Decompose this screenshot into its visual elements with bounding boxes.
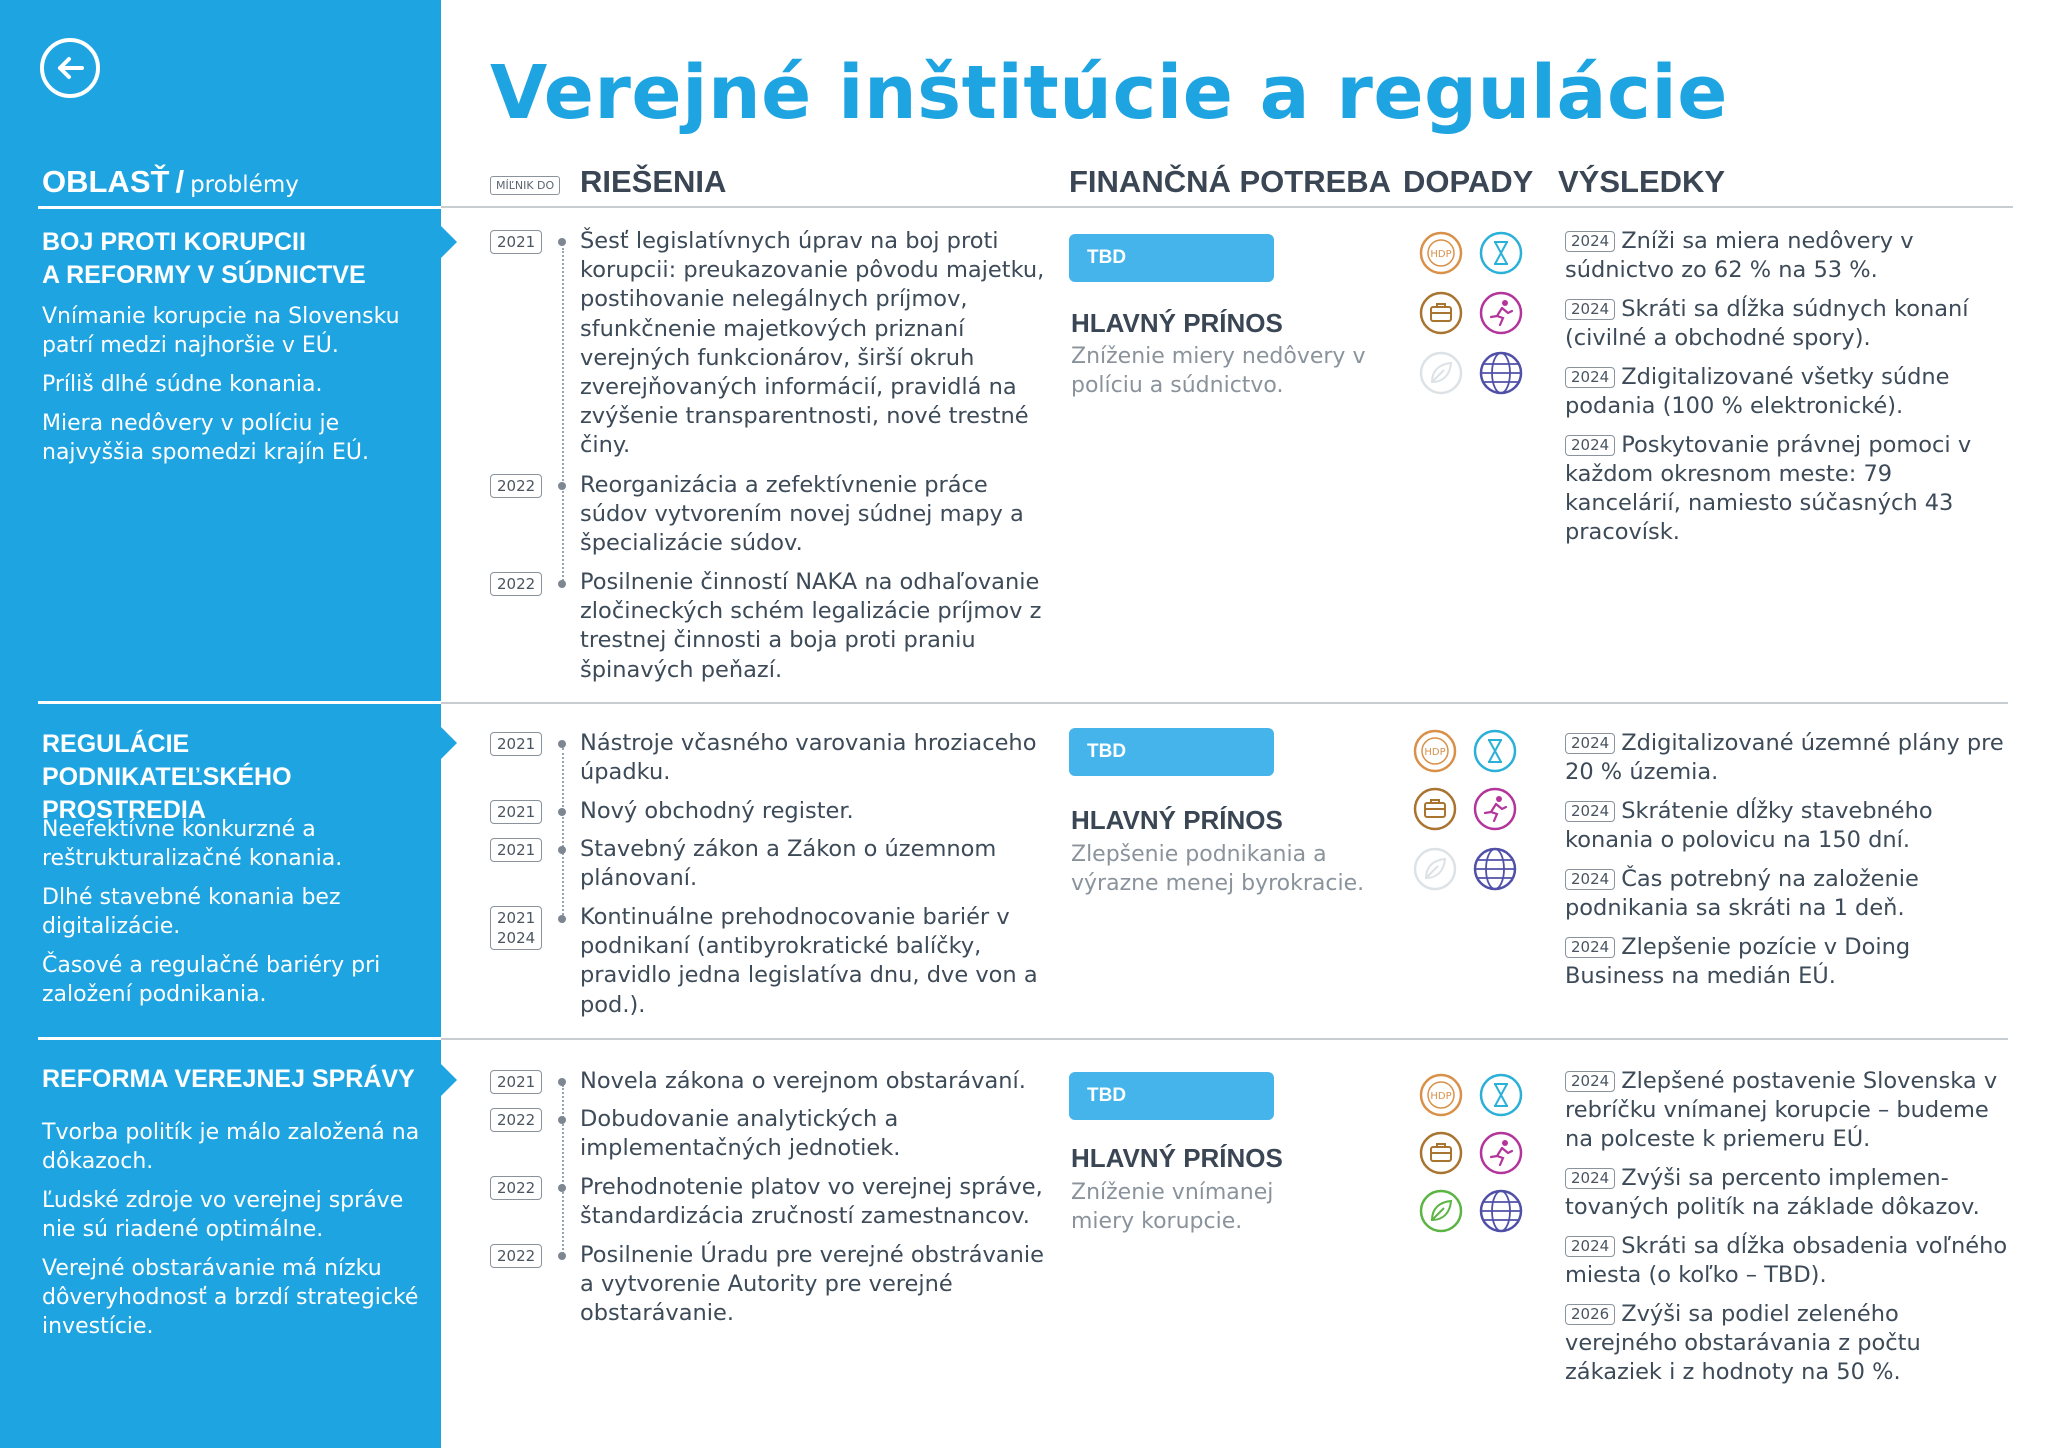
problem-text: Vnímanie korupcie na Slovensku patrí medzi najhoršie v EÚ. [42, 304, 400, 358]
hdp-icon [1418, 230, 1464, 276]
result-text: Zlepšené postavenie Slovenska v rebríčku vnímanej korupcie – budeme na polceste k priemeru EÚ. [1565, 1068, 1998, 1152]
header-divider [441, 206, 2013, 208]
benefit-text: Zníženie vnímanej miery korupcie. [1071, 1180, 1274, 1234]
area-title-line: PROSTREDIA [42, 796, 206, 824]
result-item [1565, 1067, 2015, 1154]
section-pointer [441, 1064, 457, 1096]
result-text: Skrátenie dĺžky stavebného konania o polovicu na 150 dní. [1565, 798, 1933, 853]
solution-text: Nový obchodný register. [580, 798, 854, 824]
result-year: 2024 [1565, 1071, 1615, 1092]
timeline-dot [558, 915, 566, 923]
section-divider [441, 702, 2008, 704]
result-text: Zvýši sa podiel zeleného verejného obstarávania z počtu zákaziek i z hodnoty na 50 %. [1565, 1301, 1921, 1385]
solution-text: Prehodnotenie platov vo verejnej správe, štandardizácia zručností zamestnancov. [580, 1174, 1043, 1230]
timeline-dot [558, 1078, 566, 1086]
solution-text: Novela zákona o verejnom obstarávaní. [580, 1068, 1026, 1094]
hourglass-icon [1478, 1072, 1524, 1118]
area-title-line: REFORMA VEREJNEJ SPRÁVY [42, 1065, 415, 1093]
result-text: Skráti sa dĺžka obsadenia voľného miesta (o koľko – TBD). [1565, 1233, 2008, 1288]
result-year: 2024 [1565, 1236, 1615, 1257]
milestone-year: 2021 [497, 909, 536, 927]
result-text: Zlepšenie pozície v Doing Business na medián EÚ. [1565, 934, 1911, 989]
result-item [1565, 797, 2015, 855]
problem-text: Ľudské zdroje vo verejnej správe nie sú riadené optimálne. [42, 1188, 404, 1242]
result-text: Zvýši sa percento implemen-tovaných politík na základe dôkazov. [1565, 1165, 1980, 1220]
leaf-icon [1418, 1188, 1464, 1234]
milestone-year: 2021 [490, 1070, 542, 1094]
area-header-separator: / [175, 164, 185, 199]
solution-text: Nástroje včasného varovania hroziaceho úpadku. [580, 730, 1037, 786]
milestone-year: 2022 [490, 1176, 542, 1200]
area-header [42, 164, 299, 200]
page-title: Verejné inštitúcie a regulácie [490, 50, 1728, 136]
result-year: 2024 [1565, 801, 1615, 822]
area-header-label: OBLASŤ [42, 164, 170, 199]
section-divider [441, 1038, 2008, 1040]
solution-text: Reorganizácia a zefektívnenie práce súdov vytvorením novej súdnej mapy a špecializácie súdov. [580, 472, 1024, 557]
milestone-year: 2021 [490, 732, 542, 756]
hdp-icon [1418, 1072, 1464, 1118]
runner-icon [1478, 1130, 1524, 1176]
result-year: 2024 [1565, 231, 1615, 252]
benefit-title: HLAVNÝ PRÍNOS [1071, 1143, 1283, 1173]
hourglass-icon [1478, 230, 1524, 276]
solution-text: Dobudovanie analytických a implementačných jednotiek. [580, 1106, 901, 1162]
milestone-year-range [490, 906, 542, 950]
tbd-badge: TBD [1069, 1072, 1274, 1120]
area-title [42, 1063, 432, 1096]
timeline-dot [558, 1184, 566, 1192]
section-divider-white [38, 701, 441, 704]
briefcase-icon [1412, 786, 1458, 832]
timeline-dot [558, 808, 566, 816]
section-pointer [441, 226, 457, 258]
timeline-dot [558, 1116, 566, 1124]
problem-text: Miera nedôvery v políciu je najvyššia spomedzi krajín EÚ. [42, 411, 369, 465]
timeline-line [562, 1085, 564, 1257]
back-arrow-icon [50, 48, 90, 88]
leaf-icon [1418, 350, 1464, 396]
area-header-sub: problémy [190, 172, 299, 198]
impacts-header: DOPADY [1403, 164, 1534, 199]
result-text: Zdigitalizované územné plány pre 20 % územia. [1565, 730, 2004, 785]
svg-text:HDP: HDP [1430, 1091, 1452, 1102]
problem-text: Neefektívne konkurzné a reštrukturalizačné konania. [42, 817, 343, 871]
solution-text: Posilnenie Úradu pre verejné obstrávanie a vytvorenie Autority pre verejné obstarávanie. [580, 1242, 1044, 1327]
solution-text: Stavebný zákon a Zákon o územnom plánovaní. [580, 836, 997, 892]
result-item [1565, 1232, 2015, 1290]
back-button[interactable] [40, 38, 100, 98]
solution-text: Kontinuálne prehodnocovanie bariér v podnikaní (antibyrokratické balíčky, pravidlo jedna legislatíva dnu, dve von a pod.). [580, 904, 1038, 1018]
result-year: 2026 [1565, 1304, 1615, 1325]
result-text: Zdigitalizované všetky súdne podania (100 % elektronické). [1565, 364, 1950, 419]
result-year: 2024 [1565, 869, 1615, 890]
result-item [1565, 363, 2015, 421]
milestone-year: 2022 [490, 572, 542, 596]
result-year: 2024 [1565, 299, 1615, 320]
timeline-dot [558, 238, 566, 246]
timeline-dot [558, 1252, 566, 1260]
svg-text:HDP: HDP [1430, 249, 1452, 260]
hdp-icon [1412, 728, 1458, 774]
result-item [1565, 1300, 2015, 1387]
benefit-text: Zníženie miery nedôvery v políciu a súdnictvo. [1071, 344, 1366, 398]
runner-icon [1472, 786, 1518, 832]
result-year: 2024 [1565, 367, 1615, 388]
result-item [1565, 295, 2015, 353]
milestone-year: 2021 [490, 838, 542, 862]
result-item [1565, 227, 2015, 285]
area-title-line: A REFORMY V SÚDNICTVE [42, 261, 366, 289]
result-text: Čas potrebný na založenie podnikania sa skráti na 1 deň. [1565, 866, 1919, 921]
problem-text: Dlhé stavebné konania bez digitalizácie. [42, 885, 341, 939]
svg-text:HDP: HDP [1424, 747, 1446, 758]
briefcase-icon [1418, 1130, 1464, 1176]
timeline-dot [558, 482, 566, 490]
problem-text: Verejné obstarávanie má nízku dôveryhodnosť a brzdí strategické investície. [42, 1256, 419, 1339]
milestone-year: 2024 [497, 929, 536, 947]
area-title-line: BOJ PROTI KORUPCII [42, 228, 306, 256]
globe-icon [1472, 846, 1518, 892]
globe-icon [1478, 350, 1524, 396]
solution-text: Šesť legislatívnych úprav na boj proti korupcii: preukazovanie pôvodu majetku, postihovanie nelegálnych príjmov, sfunkčnenie majetkových priznaní verejných funkcionárov, širší okruh zverejňovaných informácií, pravidlá na zvýšenie transparentnosti, nové trestné činy. [580, 228, 1045, 459]
result-year: 2024 [1565, 937, 1615, 958]
result-year: 2024 [1565, 733, 1615, 754]
timeline-dot [558, 580, 566, 588]
timeline-dot [558, 740, 566, 748]
problem-text: Časové a regulačné bariéry pri založení podnikania. [42, 953, 381, 1007]
timeline-dot [558, 846, 566, 854]
area-title [42, 728, 432, 827]
benefit-title: HLAVNÝ PRÍNOS [1071, 308, 1283, 338]
section-pointer [441, 727, 457, 759]
timeline-line [562, 248, 564, 584]
briefcase-icon [1418, 290, 1464, 336]
financial-header: FINANČNÁ POTREBA [1069, 164, 1392, 199]
result-item [1565, 865, 2015, 923]
milestone-year: 2021 [490, 230, 542, 254]
problem-text: Príliš dlhé súdne konania. [42, 372, 323, 397]
benefit-title: HLAVNÝ PRÍNOS [1071, 805, 1283, 835]
hourglass-icon [1472, 728, 1518, 774]
result-text: Poskytovanie právnej pomoci v každom okresnom meste: 79 kancelárií, namiesto súčasných 43 pracovísk. [1565, 432, 1972, 545]
tbd-badge: TBD [1069, 728, 1274, 776]
section-divider-white [38, 1037, 441, 1040]
result-item [1565, 729, 2015, 787]
milestone-year: 2022 [490, 474, 542, 498]
result-item [1565, 933, 2015, 991]
result-year: 2024 [1565, 435, 1615, 456]
tbd-badge: TBD [1069, 234, 1274, 282]
milestone-year: 2021 [490, 800, 542, 824]
milestone-year: 2022 [490, 1108, 542, 1132]
milestone-year: 2022 [490, 1244, 542, 1268]
problem-text: Tvorba politík je málo založená na dôkazoch. [42, 1120, 420, 1174]
result-year: 2024 [1565, 1168, 1615, 1189]
runner-icon [1478, 290, 1524, 336]
milestone-header: MÍĽNIK DO [490, 176, 560, 195]
globe-icon [1478, 1188, 1524, 1234]
result-item [1565, 431, 2015, 547]
header-divider-white [38, 206, 441, 209]
area-title-line: REGULÁCIE PODNIKATEĽSKÉHO [42, 730, 292, 791]
benefit-text: Zlepšenie podnikania a výrazne menej byrokracie. [1071, 842, 1365, 896]
result-item [1565, 1164, 2015, 1222]
timeline-line [562, 748, 564, 923]
area-title [42, 226, 432, 292]
solution-text: Posilnenie činností NAKA na odhaľovanie zločineckých schém legalizácie príjmov z trestnej činnosti a boja proti praniu špinavých peňazí. [580, 569, 1042, 683]
leaf-icon [1412, 846, 1458, 892]
results-header: VÝSLEDKY [1558, 164, 1726, 199]
result-text: Zníži sa miera nedôvery v súdnictvo zo 62 % na 53 %. [1565, 228, 1914, 283]
result-text: Skráti sa dĺžka súdnych konaní (civilné a obchodné spory). [1565, 296, 1969, 351]
solutions-header: RIEŠENIA [580, 164, 727, 199]
